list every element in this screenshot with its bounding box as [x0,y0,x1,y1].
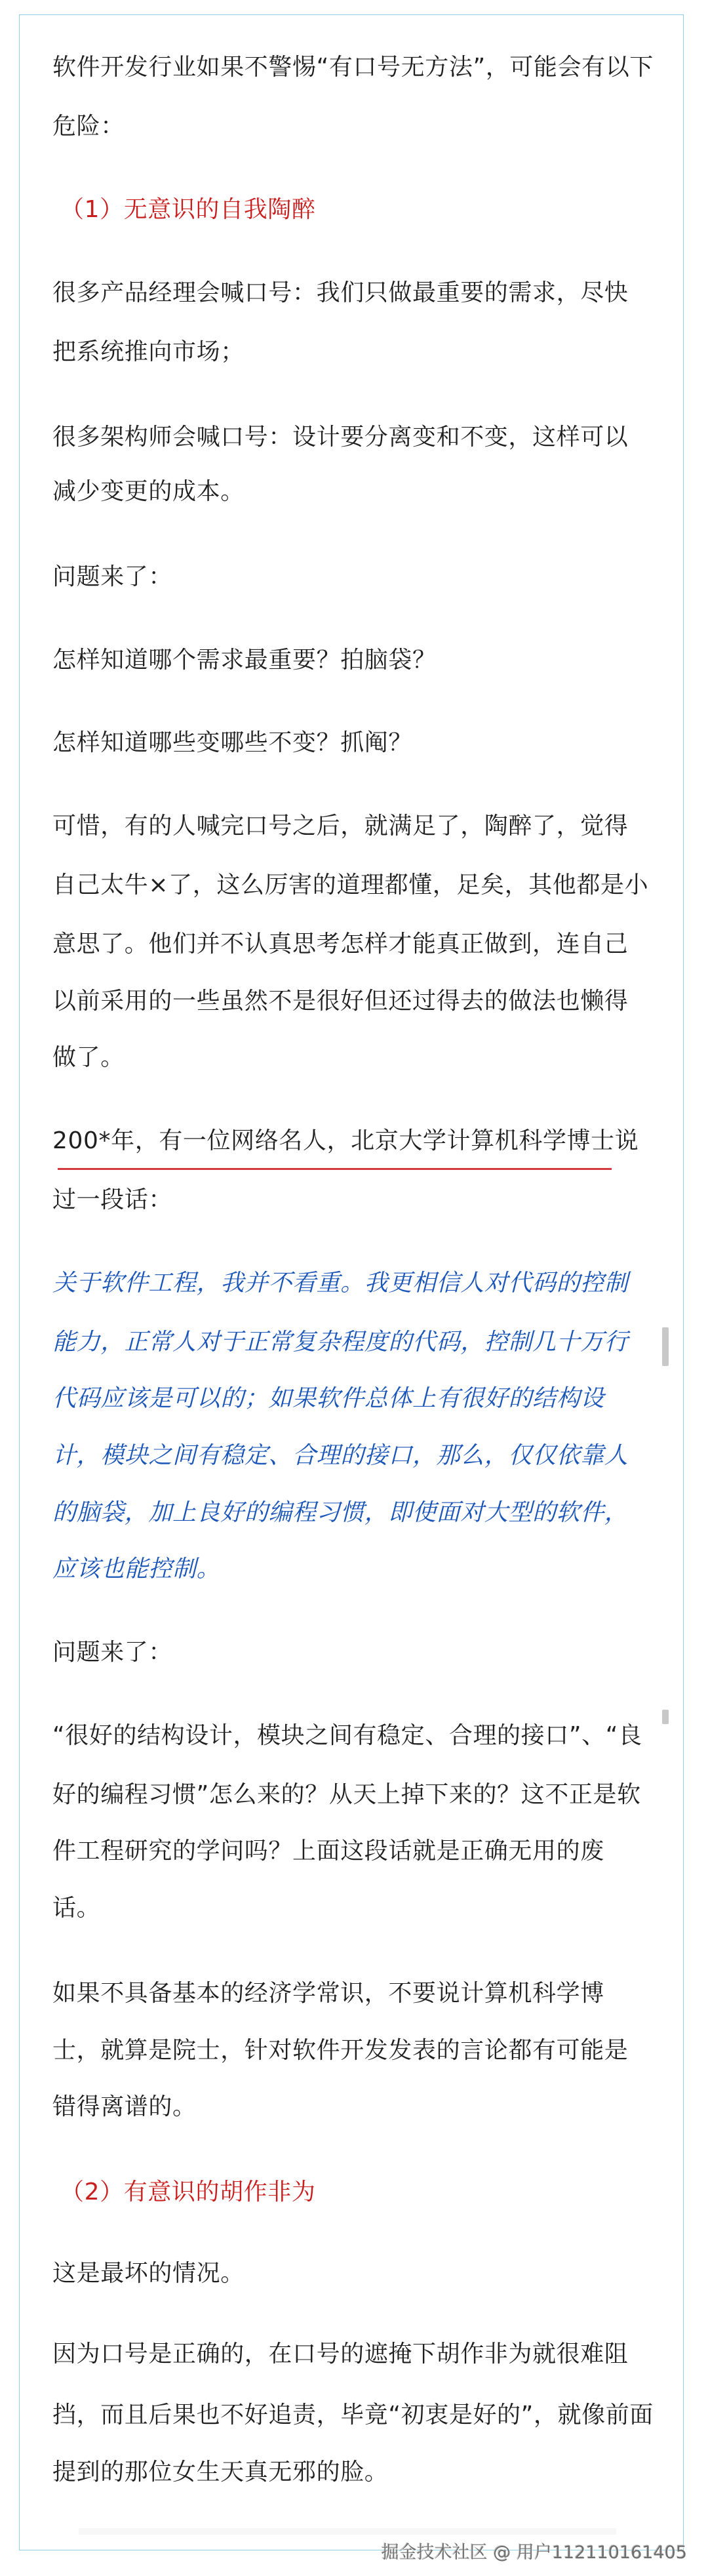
quote-line: 关于软件工程，我并不看重。我更相信人对代码的控制 [52,1270,629,1297]
paragraph-line: 怎样知道哪个需求最重要？拍脑袋？ [52,647,437,674]
paragraph-line: 怎样知道哪些变哪些不变？抓阄？ [52,729,413,756]
paragraph-line: 很多架构师会喊口号：设计要分离变和不变，这样可以 [52,424,629,451]
paragraph-line: 200*年，有一位网络名人，北京大学计算机科学博士说 [52,1127,639,1154]
bottom-fade-divider [79,2528,616,2535]
quote-line: 应该也能控制。 [52,1556,221,1582]
scrollbar-thumb[interactable] [662,1327,669,1366]
paragraph-line: 问题来了： [52,563,173,590]
quote-line: 计，模块之间有稳定、合理的接口，那么，仅仅依靠人 [52,1442,629,1469]
paragraph-line: 挡，而且后果也不好追责，毕竟“初衷是好的”，就像前面 [52,2402,654,2428]
paragraph-line: 过一段话： [52,1186,173,1213]
section-heading: （2）有意识的胡作非为 [60,2179,316,2205]
paragraph-line: 把系统推向市场； [52,338,245,365]
paragraph-line: 做了。 [52,1044,125,1071]
paragraph-line: 软件开发行业如果不警惕“有口号无方法”，可能会有以下 [52,54,654,81]
paragraph-line: 这是最坏的情况。 [52,2260,245,2287]
paragraph-line: 话。 [52,1895,101,1922]
section-heading: （1）无意识的自我陶醉 [60,196,316,223]
paragraph-line: 错得离谱的。 [52,2093,197,2120]
paragraph-line: 件工程研究的学问吗？上面这段话就是正确无用的废 [52,1838,604,1864]
paragraph-line: 减少变更的成本。 [52,478,245,505]
quote-line: 能力，正常人对于正常复杂程度的代码，控制几十万行 [52,1329,629,1356]
paragraph-line: 提到的那位女生天真无邪的脸。 [52,2459,389,2485]
paragraph-line: 如果不具备基本的经济学常识，不要说计算机科学博 [52,1980,604,2007]
paragraph-line: 自己太牛×了，这么厉害的道理都懂，足矣，其他都是小 [52,872,649,898]
paragraph-line: 因为口号是正确的，在口号的遮掩下胡作非为就很难阻 [52,2341,629,2367]
paragraph-line: “很好的结构设计，模块之间有稳定、合理的接口”、“良 [52,1722,642,1749]
paragraph-line: 好的编程习惯”怎么来的？从天上掉下来的？这不正是软 [52,1781,641,1808]
watermark: 掘金技术社区 @ 用户112110161405 [381,2543,687,2563]
red-underline [58,1168,612,1170]
paragraph-line: 很多产品经理会喊口号：我们只做最重要的需求，尽快 [52,279,629,306]
paragraph-line: 问题来了： [52,1639,173,1666]
quote-line: 的脑袋，加上良好的编程习惯，即使面对大型的软件， [52,1499,629,1526]
paragraph-line: 士，就算是院士，针对软件开发发表的言论都有可能是 [52,2037,629,2064]
paragraph-line: 以前采用的一些虽然不是很好但还过得去的做法也懒得 [52,988,629,1015]
paragraph-line: 意思了。他们并不认真思考怎样才能真正做到，连自己 [52,931,629,957]
paragraph-line: 危险： [52,113,125,140]
scrollbar-thumb[interactable] [662,1710,669,1724]
paragraph-line: 可惜，有的人喊完口号之后，就满足了，陶醉了，觉得 [52,813,629,839]
quote-line: 代码应该是可以的；如果软件总体上有很好的结构设 [52,1385,604,1412]
